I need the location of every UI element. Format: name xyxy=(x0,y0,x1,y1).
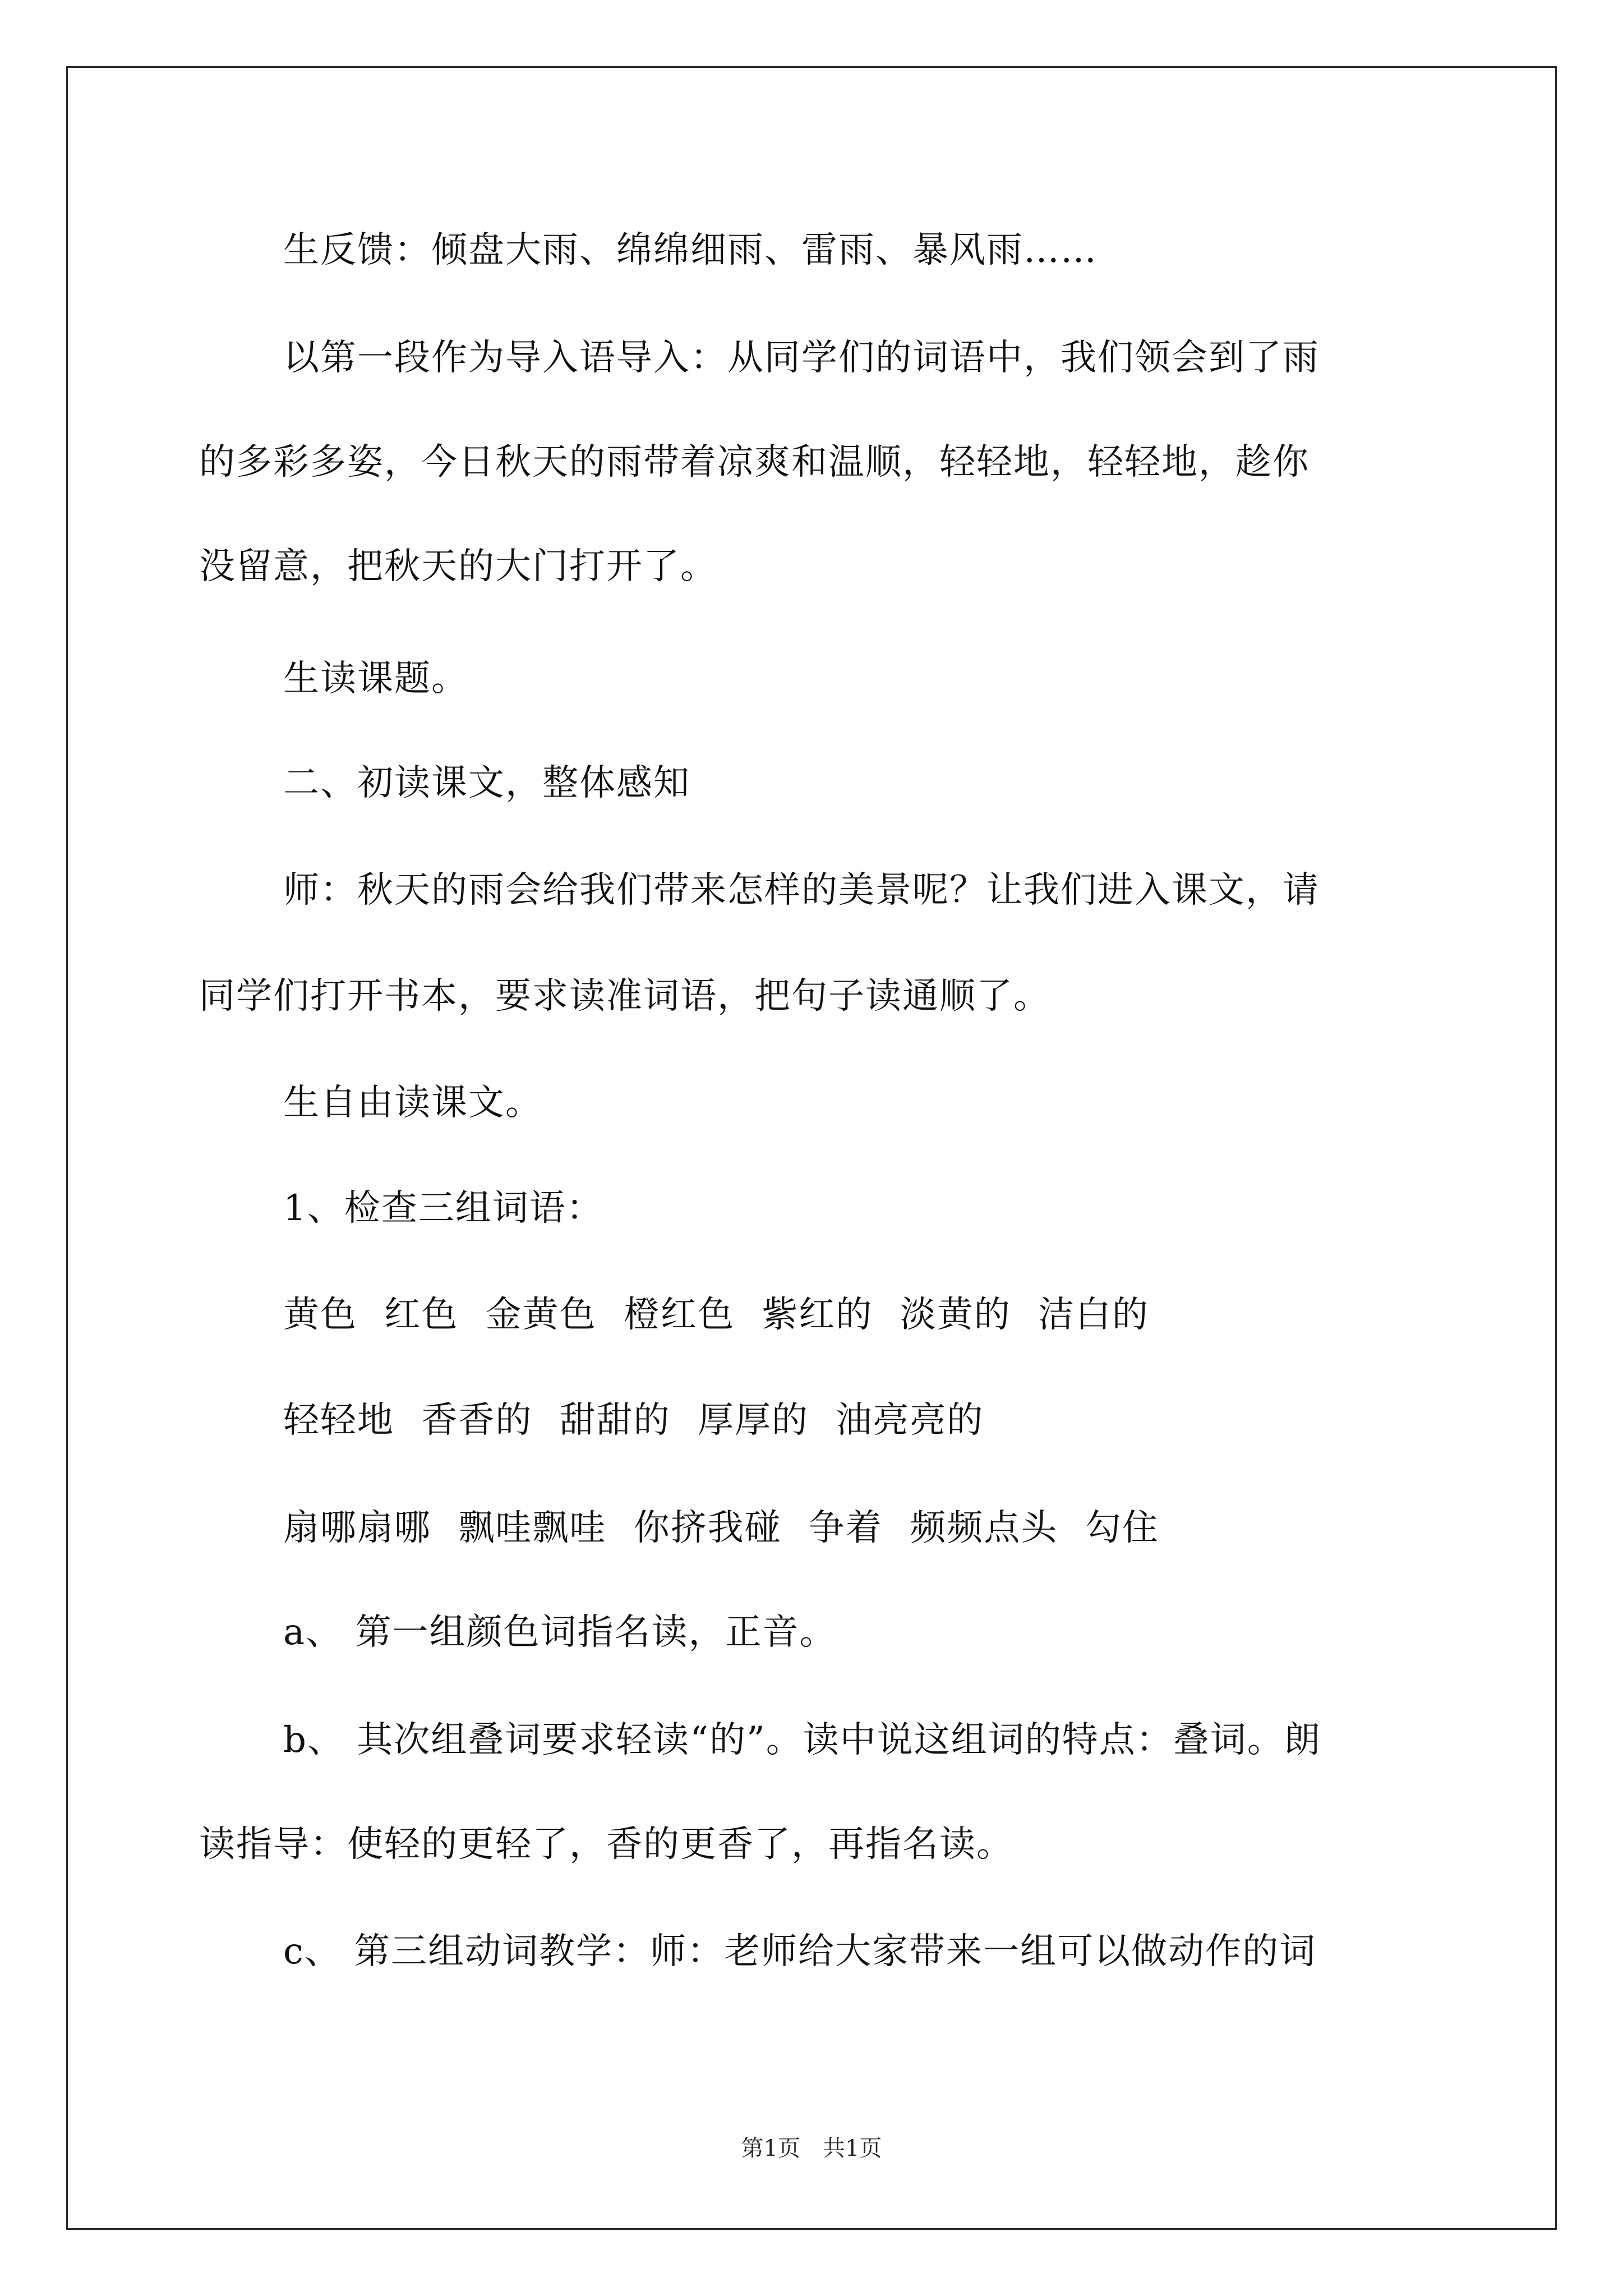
paragraph-line: 没留意，把秋天的大门打开了。 xyxy=(199,546,717,587)
paragraph-line: 生反馈：倾盘大雨、绵绵细雨、雷雨、暴风雨…… xyxy=(283,229,1098,271)
paragraph-line: 同学们打开书本，要求读准词语，把句子读通顺了。 xyxy=(199,976,1050,1017)
paragraph-line: 读指导：使轻的更轻了，香的更香了，再指名读。 xyxy=(199,1824,1013,1865)
paragraph-line: 师：秋天的雨会给我们带来怎样的美景呢？让我们进入课文，请 xyxy=(283,869,1320,911)
paragraph-line: 生自由读课文。 xyxy=(283,1082,542,1124)
paragraph-line: a、 第一组颜色词指名读，正音。 xyxy=(283,1612,837,1653)
page-border xyxy=(66,66,1557,2230)
paragraph-line: c、 第三组动词教学：师：老师给大家带来一组可以做动作的词 xyxy=(283,1931,1317,1972)
paragraph-line: 的多彩多姿，今日秋天的雨带着凉爽和温顺，轻轻地，轻轻地，趁你 xyxy=(199,441,1310,483)
paragraph-line: 1、检查三组词语： xyxy=(283,1188,603,1229)
word-list-reduplicated: 轻轻地 香香的 甜甜的 厚厚的 油亮亮的 xyxy=(283,1400,984,1441)
paragraph-line: b、 其次组叠词要求轻读“的”。读中说这组词的特点：叠词。朗 xyxy=(283,1719,1321,1761)
paragraph-line: 以第一段作为导入语导入：从同学们的词语中，我们领会到了雨 xyxy=(283,337,1320,379)
word-list-colors: 黄色 红色 金黄色 橙红色 紫红的 淡黄的 洁白的 xyxy=(283,1294,1150,1336)
page-footer: 第1页 共1页 xyxy=(741,2136,882,2161)
section-heading: 二、初读课文，整体感知 xyxy=(283,762,690,804)
paragraph-line: 生读课题。 xyxy=(283,658,468,700)
word-list-actions: 扇哪扇哪 飘哇飘哇 你挤我碰 争着 频频点头 勾住 xyxy=(283,1507,1159,1549)
